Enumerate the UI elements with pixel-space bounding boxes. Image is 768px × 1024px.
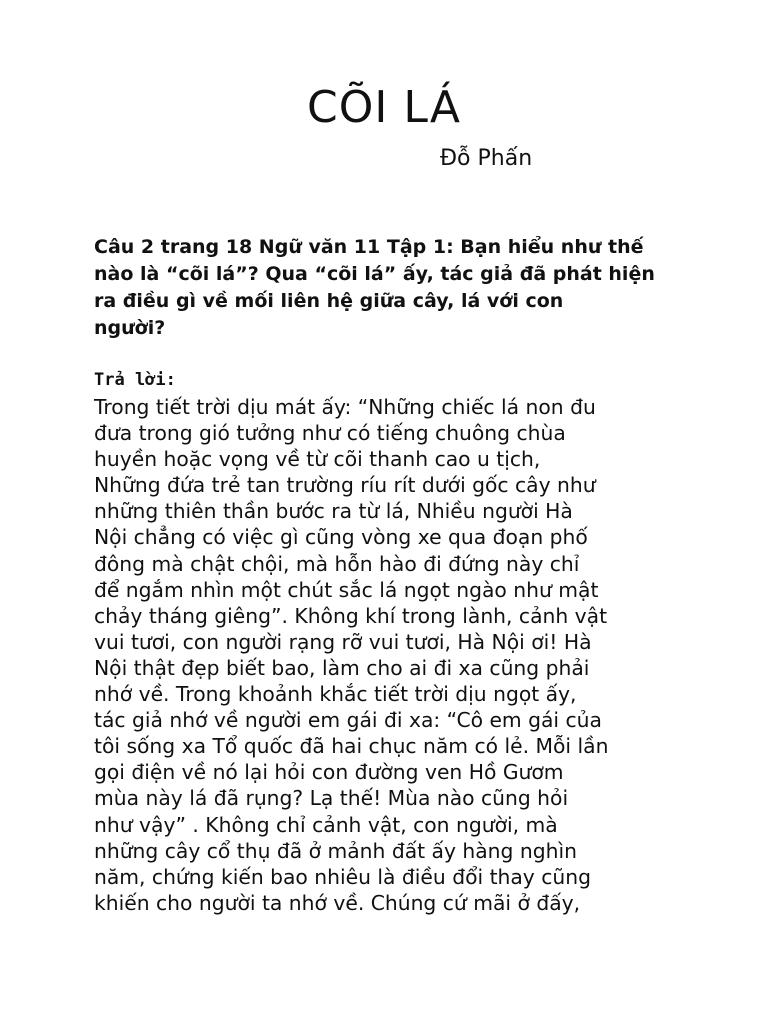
answer-line: Nội thật đẹp biết bao, làm cho ai đi xa cũng phải [94,655,590,680]
answer-line: để ngắm nhìn một chút sắc lá ngọt ngào như mật [94,577,599,602]
answer-line: Nội chẳng có việc gì cũng vòng xe qua đoạn phố [94,525,588,550]
answer-line: những cây cổ thụ đã ở mảnh đất ấy hàng nghìn [94,838,577,863]
question-paragraph [94,234,694,342]
answer-line: đưa trong gió tưởng như có tiếng chuông chùa [94,421,566,446]
author-name: Đỗ Phấn [440,146,533,171]
answer-line: năm, chứng kiến bao nhiêu là điều đổi thay cũng [94,864,591,889]
answer-line: huyền hoặc vọng về từ cõi thanh cao u tịch, [94,447,541,472]
question-line: nào là “cõi lá”? Qua “cõi lá” ấy, tác giả đã phát hiện [94,263,655,285]
question-line: ra điều gì về mối liên hệ giữa cây, lá với con [94,290,564,312]
answer-line: nhớ về. Trong khoảnh khắc tiết trời dịu ngọt ấy, [94,682,577,707]
answer-line: gọi điện về nó lại hỏi con đường ven Hồ Gươm [94,760,564,785]
answer-line: như vậy” . Không chỉ cảnh vật, con người, mà [94,812,558,837]
answer-line: mùa này lá đã rụng? Lạ thế! Mùa nào cũng hỏi [94,786,569,811]
answer-line: những thiên thần bước ra từ lá, Nhiều người Hà [94,499,573,524]
answer-line: tôi sống xa Tổ quốc đã hai chục năm có lẻ. Mỗi lần [94,734,609,759]
answer-line: vui tươi, con người rạng rỡ vui tươi, Hà Nội ơi! Hà [94,629,592,654]
question-line: người? [94,317,166,339]
answer-line: tác giả nhớ về người em gái đi xa: “Cô em gái của [94,708,602,733]
question-line: Câu 2 trang 18 Ngữ văn 11 Tập 1: Bạn hiểu như thế [94,236,644,258]
answer-line: khiến cho người ta nhớ về. Chúng cứ mãi ở đấy, [94,890,581,915]
answer-line: đông mà chật chội, mà hỗn hào đi đứng này chỉ [94,551,580,576]
answer-paragraph [94,394,694,916]
answer-line: Những đứa trẻ tan trường ríu rít dưới gốc cây như [94,473,596,498]
answer-line: Trong tiết trời dịu mát ấy: “Những chiếc lá non đu [94,395,596,419]
document-title: CÕI LÁ [307,82,461,133]
answer-line: chảy tháng giêng”. Không khí trong lành, cảnh vật [94,603,608,628]
answer-label: Trả lời: [94,370,176,390]
